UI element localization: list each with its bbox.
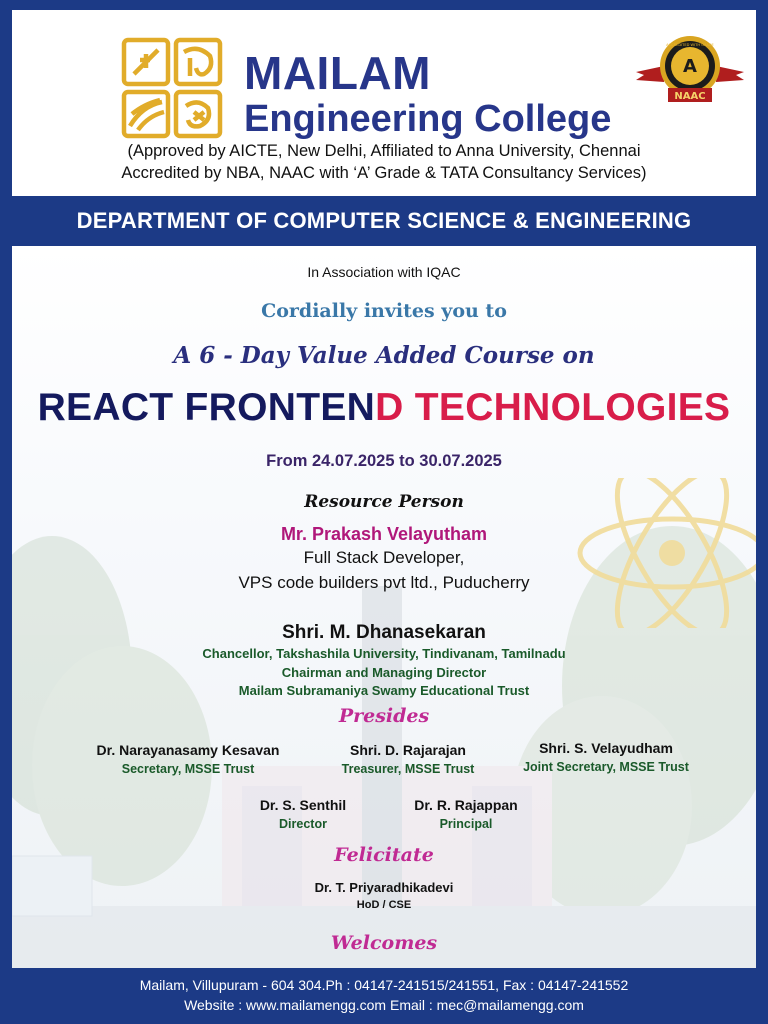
college-name-line1: MAILAM xyxy=(244,47,431,99)
person-role: Treasurer, MSSE Trust xyxy=(341,762,475,776)
course-intro: A 6 - Day Value Added Course on xyxy=(173,342,595,369)
presiding-person xyxy=(68,742,308,776)
resource-person-heading: Resource Person xyxy=(304,492,464,512)
person-name: Dr. T. Priyaradhikadevi xyxy=(314,880,454,895)
resource-person-name: Mr. Prakash Velayutham xyxy=(280,524,488,544)
chief-name: Shri. M. Dhanasekaran xyxy=(282,622,486,643)
resource-person-role: Full Stack Developer, xyxy=(303,548,465,567)
course-dates: From 24.07.2025 to 30.07.2025 xyxy=(266,452,502,470)
chief-title-line2: Chairman and Managing Director xyxy=(281,665,487,680)
presiding-person xyxy=(506,740,706,774)
college-name-line2: Engineering College xyxy=(244,98,612,140)
chief-title-line3: Mailam Subramaniya Swamy Educational Trust xyxy=(238,683,530,698)
presiding-person xyxy=(248,797,358,831)
person-role: HoD / CSE xyxy=(356,899,412,911)
person-role: Director xyxy=(279,817,327,831)
header-card xyxy=(12,10,756,196)
naac-ring-text: ACCREDITED WITH GRADE xyxy=(666,43,714,47)
invitation-body xyxy=(12,246,756,968)
person-role: Principal xyxy=(439,817,493,831)
felicitate-heading: Felicitate xyxy=(334,844,434,866)
person-name: Dr. Narayanasamy Kesavan xyxy=(96,742,280,758)
presides-heading: Presides xyxy=(338,705,430,727)
welcomes-heading: Welcomes xyxy=(330,932,438,954)
affiliation-line2: Accredited by NBA, NAAC with ‘A’ Grade & TATA Consultancy Services) xyxy=(121,164,647,182)
department-band: DEPARTMENT OF COMPUTER SCIENCE & ENGINEERING xyxy=(0,196,768,246)
person-name: Shri. D. Rajarajan xyxy=(350,742,466,758)
person-role: Joint Secretary, MSSE Trust xyxy=(523,760,689,774)
course-title-part2: D TECHNOLOGIES xyxy=(375,386,731,429)
college-logo-icon xyxy=(120,36,224,140)
person-name: Shri. S. Velayudham xyxy=(539,740,673,756)
course-title-part1: REACT FRONTEN xyxy=(37,386,376,429)
person-role: Secretary, MSSE Trust xyxy=(121,762,255,776)
footer xyxy=(0,968,768,1024)
naac-label: NAAC xyxy=(674,91,706,102)
course-title xyxy=(12,386,756,430)
footer-address: Mailam, Villupuram - 604 304.Ph : 04147-241515/241551, Fax : 04147-241552 xyxy=(139,977,629,993)
presiding-person xyxy=(328,742,488,776)
presiding-person xyxy=(396,797,536,831)
resource-person-organization: VPS code builders pvt ltd., Puducherry xyxy=(238,573,530,592)
affiliation-line1: (Approved by AICTE, New Delhi, Affiliated to Anna University, Chennai xyxy=(127,142,641,160)
invitation-text: Cordially invites you to xyxy=(261,300,507,322)
person-name: Dr. S. Senthil xyxy=(259,797,347,813)
chief-title-line1: Chancellor, Takshashila University, Tindivanam, Tamilnadu xyxy=(202,646,566,661)
footer-contact: Website : www.mailamengg.com Email : mec@mailamengg.com xyxy=(184,997,584,1013)
association-text: In Association with IQAC xyxy=(307,264,461,280)
naac-grade: A xyxy=(683,56,697,77)
person-name: Dr. R. Rajappan xyxy=(414,797,518,813)
felicitating-person xyxy=(284,880,484,911)
naac-badge-icon xyxy=(634,28,746,108)
